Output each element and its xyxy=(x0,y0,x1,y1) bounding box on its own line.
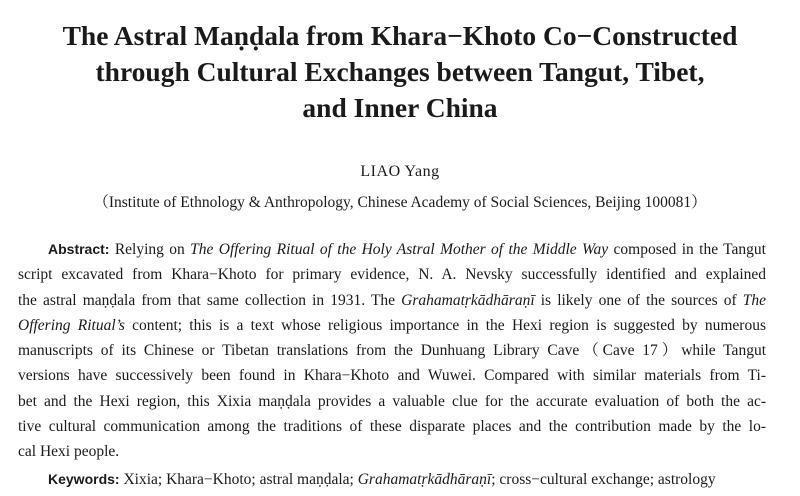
abstract-line-1 xyxy=(18,237,766,262)
abstract-line-2: script excavated from Khara−Khoto for primary evidence, N. A. Nevsky successfully identified and explained xyxy=(18,266,766,284)
abstract-italic-title: The xyxy=(742,291,766,309)
title-line-2: through Cultural Exchanges between Tangut, Tibet, xyxy=(95,56,705,87)
abstract-text: is likely one of the sources of xyxy=(534,291,743,309)
abstract-text: composed in the Tangut xyxy=(608,241,766,258)
keywords xyxy=(48,471,768,489)
title-line-3: and Inner China xyxy=(302,92,498,123)
abstract-italic-title: The Offering Ritual of the Holy Astral Mother of the Middle Way xyxy=(190,241,609,258)
abstract-text: content; this is a text whose religious importance in the Hexi region is suggested by numerous xyxy=(124,316,766,334)
abstract-line-5: manuscripts of its Chinese or Tibetan translations from the Dunhuang Library Cave（Cave 17）while Tangut xyxy=(18,342,766,360)
keywords-text: ; cross−cultural exchange; astrology xyxy=(491,471,716,488)
abstract-line-9: cal Hexi people. xyxy=(18,443,120,461)
author-name: LIAO Yang xyxy=(360,163,440,180)
abstract-line-8: tive cultural communication among the traditions of these disparate places and the contribution made by the lo- xyxy=(18,418,766,436)
keywords-label: Keywords: xyxy=(48,471,120,487)
abstract-label: Abstract: xyxy=(48,241,110,257)
abstract-italic-suffix: ’s xyxy=(115,316,125,334)
abstract-line-4 xyxy=(18,313,766,338)
paper-title xyxy=(0,18,800,126)
keywords-text: Xixia; Khara−Khoto; astral maṇḍala; xyxy=(119,471,358,488)
abstract-line-3 xyxy=(18,288,766,313)
abstract-line-6: versions have successively been found in Khara−Khoto and Wuwei. Compared with similar materials from Ti- xyxy=(18,367,766,385)
abstract-text: the astral maṇḍala from that same collection in 1931. The xyxy=(18,291,402,309)
abstract-italic-term: Grahamatṛkādhāraṇī xyxy=(401,291,535,309)
abstract-line-7: bet and the Hexi region, this Xixia maṇḍala provides a valuable clue for the accurate evaluation of both the ac- xyxy=(18,392,766,410)
title-line-1: The Astral Maṇḍala from Khara−Khoto Co−Constructed xyxy=(62,20,738,51)
keywords-italic-term: Grahamatṛkādhāraṇī xyxy=(357,471,492,488)
abstract xyxy=(18,237,766,465)
abstract-text: Relying on xyxy=(109,241,191,258)
abstract-italic-title: Offering Ritual xyxy=(18,316,116,334)
author-affiliation: （Institute of Ethnology & Anthropology, Chinese Academy of Social Sciences, Beijing 100081） xyxy=(93,194,707,211)
